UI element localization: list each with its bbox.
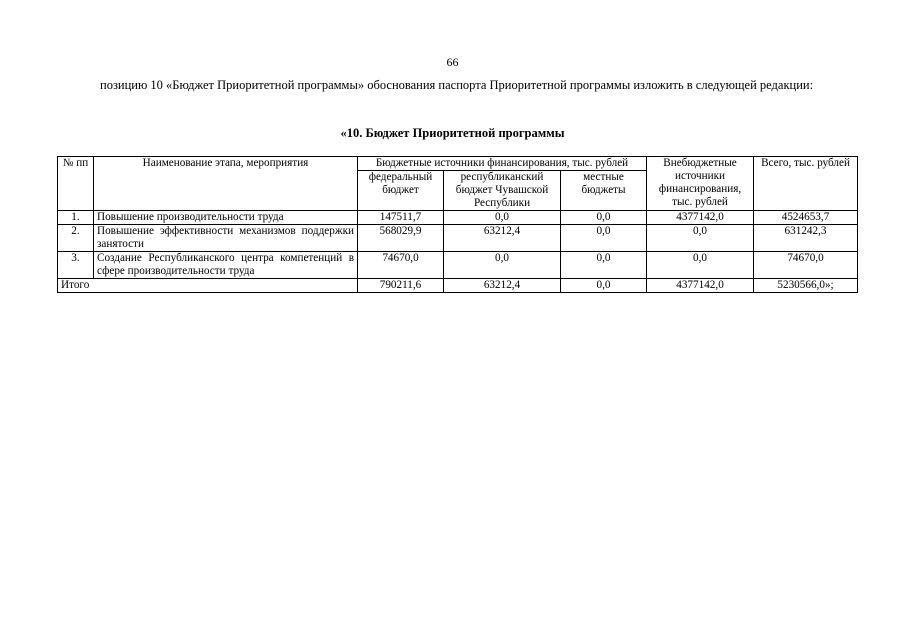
row-total: 631242,3 (754, 225, 858, 252)
row-republic: 63212,4 (444, 225, 561, 252)
row-federal: 568029,9 (358, 225, 444, 252)
header-budget-sources: Бюджетные источники финансирования, тыс. рублей (358, 157, 647, 171)
header-num: № пп (58, 157, 94, 211)
row-local: 0,0 (561, 252, 647, 279)
row-local: 0,0 (561, 225, 647, 252)
row-num: 1. (58, 211, 94, 225)
header-republic: республиканский бюджет Чувашской Республики (444, 171, 561, 211)
row-local: 0,0 (561, 211, 647, 225)
header-extra-budget: Внебюджетные источники финансирования, тыс. рублей (647, 157, 754, 211)
total-local: 0,0 (561, 279, 647, 293)
table-total-row (58, 279, 858, 293)
row-extra: 0,0 (647, 225, 754, 252)
section-title: «10. Бюджет Приоритетной программы (340, 126, 565, 140)
header-name: Наименование этапа, мероприятия (94, 157, 358, 211)
row-name: Повышение производительности труда (94, 211, 358, 225)
total-extra: 4377142,0 (647, 279, 754, 293)
row-extra: 0,0 (647, 252, 754, 279)
intro-paragraph: позицию 10 «Бюджет Приоритетной программы» обоснования паспорта Приоритетной программы изложить в следующей редакции: (100, 78, 814, 92)
total-total: 5230566,0»; (754, 279, 858, 293)
page-number: 66 (446, 55, 459, 69)
table-row (58, 252, 858, 279)
table-row (58, 211, 858, 225)
row-num: 2. (58, 225, 94, 252)
row-name: Повышение эффективности механизмов поддержки занятости (94, 225, 358, 252)
header-total: Всего, тыс. рублей (754, 157, 858, 211)
total-federal: 790211,6 (358, 279, 444, 293)
row-name: Создание Республиканского центра компетенций в сфере производительности труда (94, 252, 358, 279)
row-republic: 0,0 (444, 211, 561, 225)
row-total: 74670,0 (754, 252, 858, 279)
total-republic: 63212,4 (444, 279, 561, 293)
row-total: 4524653,7 (754, 211, 858, 225)
total-label: Итого (58, 279, 358, 293)
header-local: местные бюджеты (561, 171, 647, 211)
row-federal: 147511,7 (358, 211, 444, 225)
row-republic: 0,0 (444, 252, 561, 279)
header-federal: федеральный бюджет (358, 171, 444, 211)
row-num: 3. (58, 252, 94, 279)
row-federal: 74670,0 (358, 252, 444, 279)
row-extra: 4377142,0 (647, 211, 754, 225)
budget-table (57, 156, 858, 293)
table-row (58, 225, 858, 252)
